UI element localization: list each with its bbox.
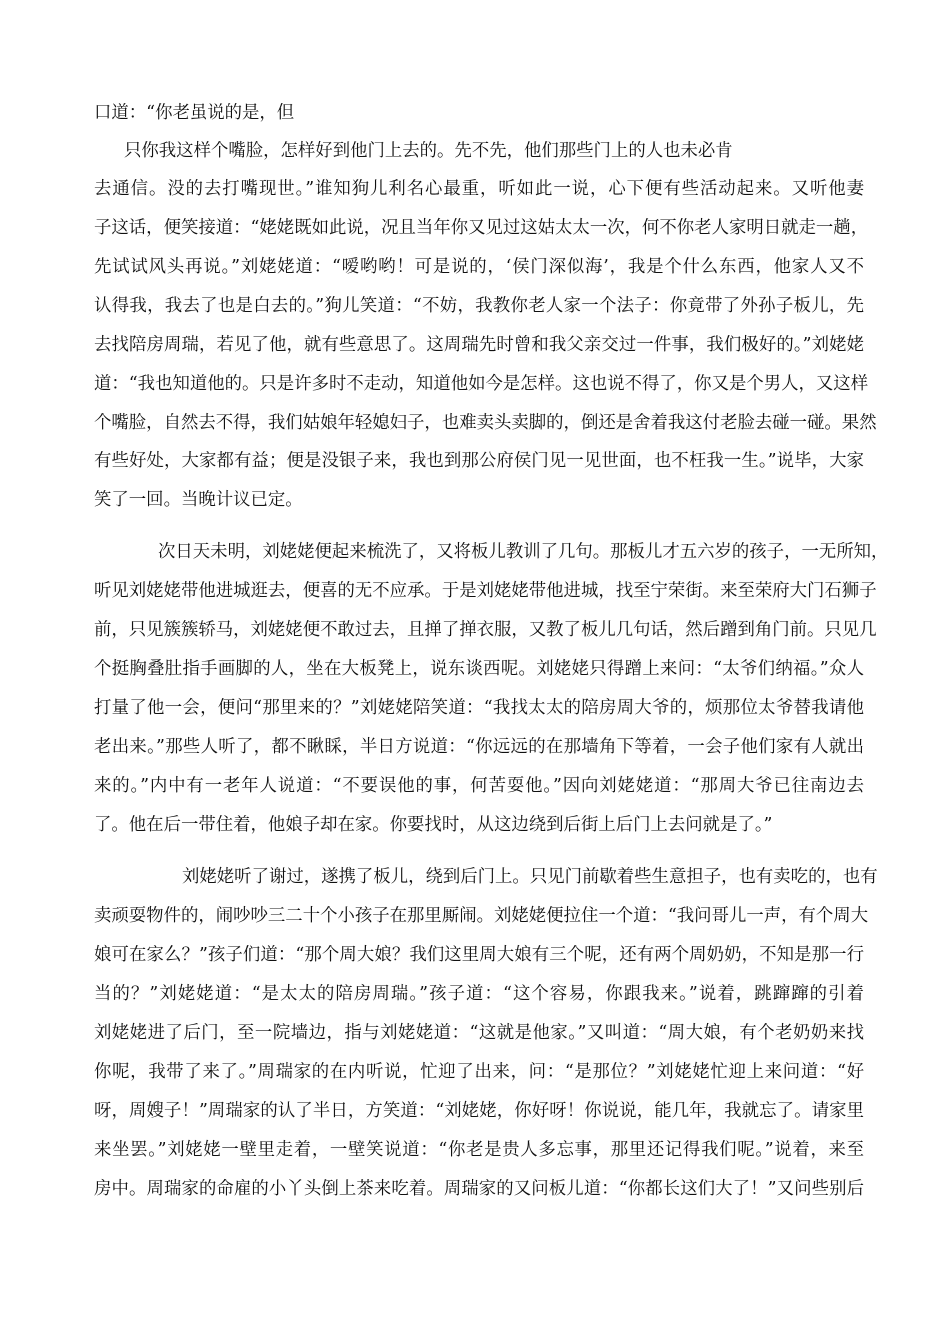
- text-line: 卖顽耍物件的，闹吵吵三二十个小孩子在那里厮闹。刘姥姥便拉住一个道：“我问哥儿一声，有个周大: [94, 906, 869, 926]
- text-line: 听见刘姥姥带他进城逛去，便喜的无不应承。于是刘姥姥带他进城，找至宁荣街。来至荣府大门石狮子: [94, 581, 877, 601]
- text-line: 去通信。没的去打嘴现世。”谁知狗儿利名心最重，听如此一说，心下便有些活动起来。又听他妻: [94, 179, 864, 199]
- text-line: 道：“我也知道他的。只是许多时不走动，知道他如今是怎样。这也说不得了，你又是个男人，又这样: [94, 374, 869, 394]
- text-line: 你呢，我带了来了。”周瑞家的在内听说，忙迎了出来，问：“是那位？”刘姥姥忙迎上来问道：“好: [94, 1062, 864, 1082]
- text-line: 只你我这样个嘴脸，怎样好到他门上去的。先不先，他们那些门上的人也未必肯: [124, 141, 733, 161]
- text-line: 当的？”刘姥姥道：“是太太的陪房周瑞。”孩子道：“这个容易，你跟我来。”说着，跳蹿蹿的引着: [94, 984, 864, 1004]
- text-line: 前，只见簇簇轿马，刘姥姥便不敢过去，且掸了掸衣服，又教了板儿几句话，然后蹭到角门前。只见几: [94, 620, 877, 640]
- text-line: 笑了一回。当晚计议已定。: [94, 490, 303, 510]
- text-line: 个挺胸叠肚指手画脚的人，坐在大板凳上，说东谈西呢。刘姥姥只得蹭上来问：“太爷们纳福。”众人: [94, 659, 864, 679]
- text-line: 呀，周嫂子！”周瑞家的认了半日，方笑道：“刘姥姥，你好呀！你说说，能几年，我就忘了。请家里: [94, 1101, 864, 1121]
- text-line: 来坐罢。”刘姥姥一壁里走着，一壁笑说道：“你老是贵人多忘事，那里还记得我们呢。”说着，来至: [94, 1140, 864, 1160]
- text-line: 个嘴脸，自然去不得，我们姑娘年轻媳妇子，也难卖头卖脚的，倒还是舍着我这付老脸去碰一碰。果然: [94, 413, 877, 433]
- text-line: 子这话，便笑接道：“姥姥既如此说，况且当年你又见过这姑太太一次，何不你老人家明日就走一趟，: [94, 218, 869, 238]
- text-line: 口道：“你老虽说的是，但: [94, 103, 295, 123]
- text-line: 有些好处，大家都有益；便是没银子来，我也到那公府侯门见一见世面，也不枉我一生。”说毕，大家: [94, 451, 864, 471]
- text-line: 去找陪房周瑞，若见了他，就有些意思了。这周瑞先时曾和我父亲交过一件事，我们极好的。”刘姥姥: [94, 335, 864, 355]
- text-line: 打量了他一会，便问“那里来的？”刘姥姥陪笑道：“我找太太的陪房周大爷的，烦那位太爷替我请他: [94, 698, 864, 718]
- text-line: 来的。”内中有一老年人说道：“不要误他的事，何苦耍他。”因向刘姥姥道：“那周大爷已往南边去: [94, 776, 864, 796]
- text-line: 房中。周瑞家的命雇的小丫头倒上茶来吃着。周瑞家的又问板儿道：“你都长这们大了！”又问些别后: [94, 1179, 864, 1199]
- text-line: 认得我，我去了也是白去的。”狗儿笑道：“不妨，我教你老人家一个法子：你竟带了外孙子板儿，先: [94, 296, 864, 316]
- text-line: 先试试风头再说。”刘姥姥道：“嗳哟哟！可是说的，‘侯门深似海’，我是个什么东西，他家人又不: [94, 257, 864, 277]
- text-line: 刘姥姥听了谢过，遂携了板儿，绕到后门上。只见门前歇着些生意担子，也有卖吃的，也有: [182, 867, 878, 887]
- text-line: 次日天未明，刘姥姥便起来梳洗了，又将板儿教训了几句。那板儿才五六岁的孩子，一无所知，: [158, 542, 889, 562]
- text-line: 娘可在家么？”孩子们道：“那个周大娘？我们这里周大娘有三个呢，还有两个周奶奶，不知是那一行: [94, 945, 864, 965]
- text-line: 老出来。”那些人听了，都不瞅睬，半日方说道：“你远远的在那墙角下等着，一会子他们家有人就出: [94, 737, 864, 757]
- text-line: 了。他在后一带住着，他娘子却在家。你要找时，从这边绕到后街上后门上去问就是了。”: [94, 815, 773, 835]
- text-line: 刘姥姥进了后门，至一院墙边，指与刘姥姥道：“这就是他家。”又叫道：“周大娘，有个老奶奶来找: [94, 1023, 864, 1043]
